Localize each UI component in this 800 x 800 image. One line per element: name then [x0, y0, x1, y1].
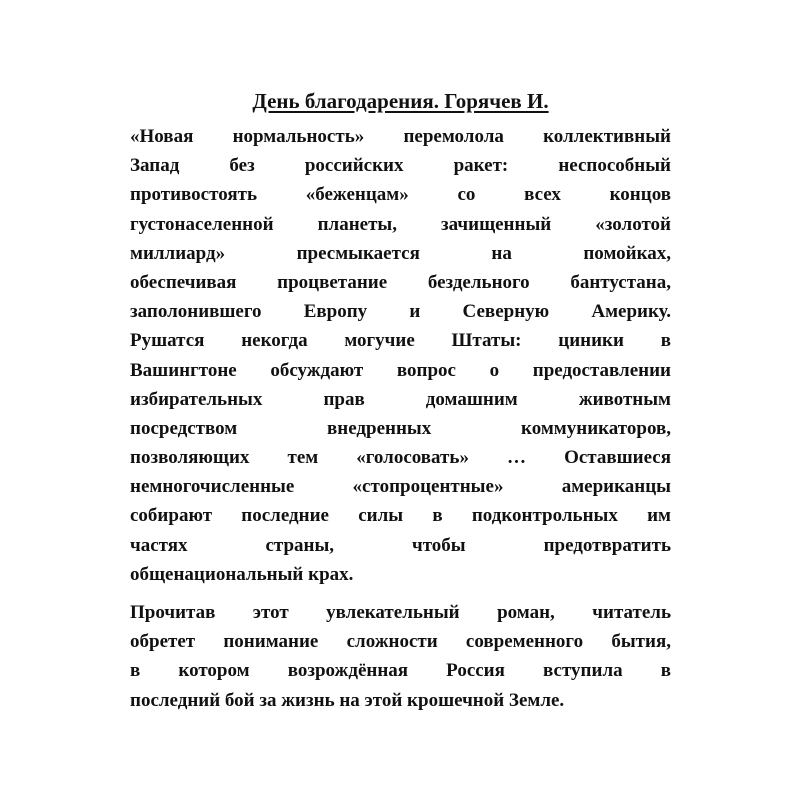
text-line: позволяющих тем «голосовать» … Оставшиеся — [130, 447, 671, 469]
text-line: собирают последние силы в подконтрольных им — [130, 505, 671, 527]
text-line: избирательных прав домашним животным — [130, 388, 671, 410]
text-line: обретет понимание сложности современного бытия, — [130, 631, 671, 653]
text-line: обеспечивая процветание бездельного бантустана, — [130, 271, 671, 293]
text-line: последний бой за жизнь на этой крошечной Земле. — [130, 689, 565, 711]
text-line: «Новая нормальность» перемолола коллективный — [130, 126, 671, 147]
paragraph-gap — [130, 589, 671, 598]
text-line: Рушатся некогда могучие Штаты: циники в — [130, 330, 671, 352]
text-line: в котором возрождённая Россия вступила в — [130, 660, 671, 682]
text-line: частях страны, чтобы предотвратить — [130, 534, 671, 556]
text-line: густонаселенной планеты, зачищенный «золотой — [130, 213, 671, 235]
paragraph-2 — [130, 598, 671, 715]
document-page — [130, 86, 671, 715]
text-line: немногочисленные «стопроцентные» американцы — [130, 476, 671, 498]
text-line: миллиард» пресмыкается на помойках, — [130, 242, 671, 264]
text-line: Прочитав этот увлекательный роман, читатель — [130, 602, 671, 623]
text-line: Запад без российских ракет: неспособный — [130, 155, 671, 177]
text-line: противостоять «беженцам» со всех концов — [130, 184, 671, 206]
text-line: общенациональный крах. — [130, 563, 354, 585]
document-title: День благодарения. Горячев И. — [252, 89, 549, 113]
text-line: Вашингтоне обсуждают вопрос о предоставлении — [130, 359, 671, 381]
text-line: заполонившего Европу и Северную Америку. — [130, 301, 671, 323]
text-line: посредством внедренных коммуникаторов, — [130, 417, 671, 439]
paragraph-1 — [130, 122, 671, 589]
